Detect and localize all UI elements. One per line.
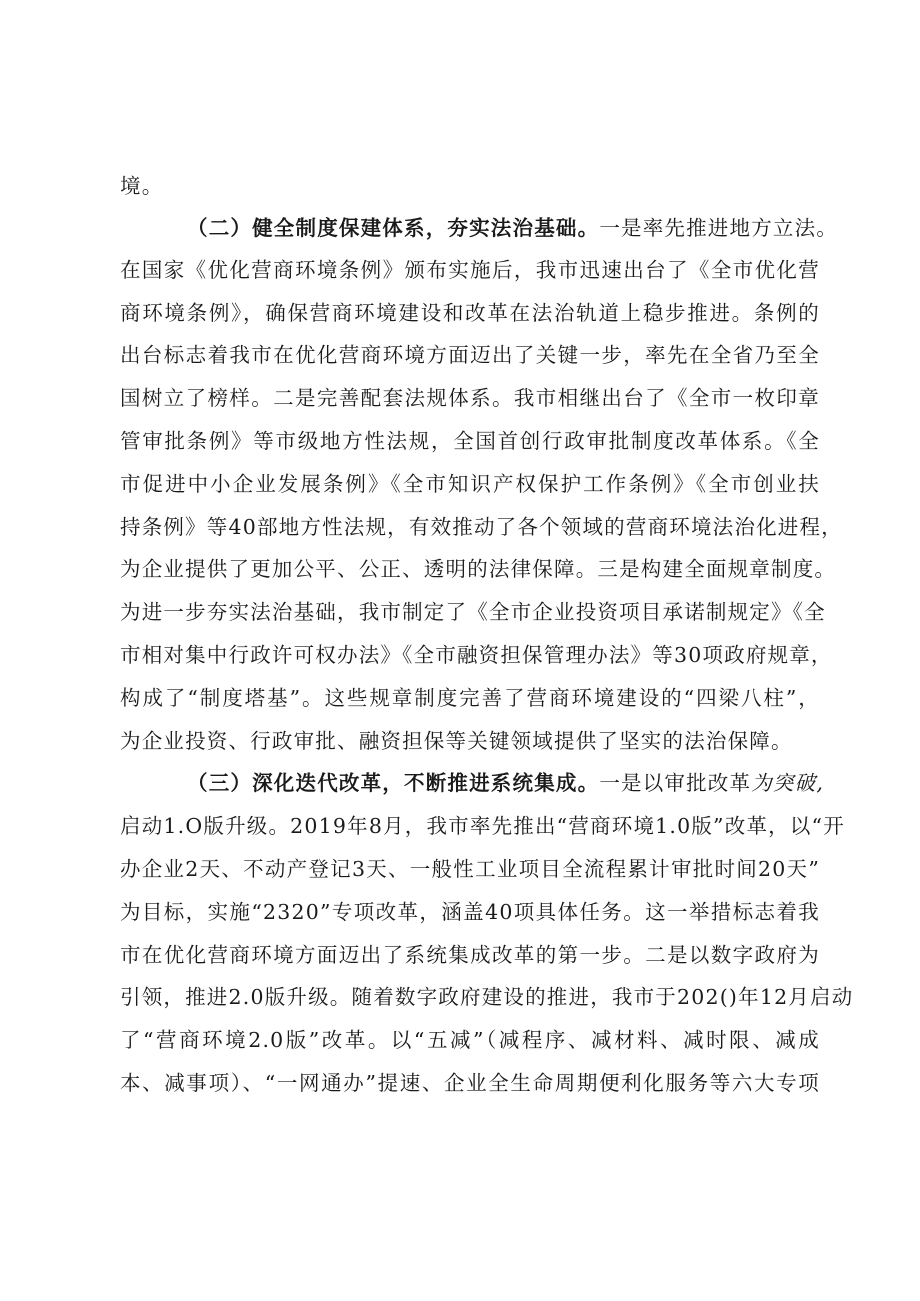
text-line: 为进一步夯实法治基础，我市制定了《全市企业投资项目承诺制规定》《全 <box>120 600 826 624</box>
text-line: 出台标志着我市在优化营商环境方面迈出了关键一步，率先在全省乃至全 <box>120 343 820 367</box>
text-line: 商环境条例》，确保营商环境建设和改革在法治轨道上稳步推进。条例的 <box>120 301 820 325</box>
text-line: 本、减事项）、“一网通办”提速、企业全生命周期便利化服务等六大专项 <box>120 1071 820 1095</box>
section-heading: （三）深化迭代改革，不断推进系统集成。 <box>187 771 600 795</box>
section-heading-line: （二）健全制度保建体系，夯实法治基础。一是率先推进地方立法。 <box>187 216 839 240</box>
text-line: 为目标，实施“2320”专项改革，涵盖40项具体任务。这一举措标志着我 <box>120 900 820 924</box>
text-line: 在国家《优化营商环境条例》颁布实施后，我市迅速出台了《全市优化营 <box>120 258 820 282</box>
section-heading: （二）健全制度保建体系，夯实法治基础。 <box>187 216 600 240</box>
text-line: 国树立了榜样。二是完善配套法规体系。我市相继出台了《全市一枚印章 <box>120 386 820 410</box>
text-line: 境。 <box>120 174 164 198</box>
text-line: 了“营商环境2.0版”改革。以“五减”（减程序、减材料、减时限、减成 <box>120 1028 820 1052</box>
text-line: 为企业投资、行政审批、融资担保等关键领域提供了坚实的法治保障。 <box>120 729 793 753</box>
text-line: 办企业2天、不动产登记3天、一般性工业项目全流程累计审批时间20天” <box>120 857 820 881</box>
text-line: 引领，推进2.0版升级。随着数字政府建设的推进，我市于202()年12月启动 <box>120 985 854 1009</box>
text-line: 持条例》等40部地方性法规，有效推动了各个领域的营商环境法治化进程， <box>120 515 843 539</box>
text-line: 构成了“制度塔基”。这些规章制度完善了营商环境建设的“四梁八柱”， <box>120 686 820 710</box>
section-heading-line: （三）深化迭代改革，不断推进系统集成。一是以审批改革为突破, <box>187 771 825 795</box>
text-line: 管审批条例》等市级地方性法规，全国首创行政审批制度改革体系。《全 <box>120 429 820 453</box>
text-line: 市在优化营商环境方面迈出了系统集成改革的第一步。二是以数字政府为 <box>120 943 820 967</box>
text-line: 市相对集中行政许可权办法》《全市融资担保管理办法》等30项政府规章， <box>120 643 833 667</box>
text-line: 市促进中小企业发展条例》《全市知识产权保护工作条例》《全市创业扶 <box>120 472 820 496</box>
text-line: 启动1.O版升级。2019年8月，我市率先推出“营商环境1.0版”改革，以“开 <box>120 814 845 838</box>
text-line: 为企业提供了更加公平、公正、透明的法律保障。三是构建全面规章制度。 <box>120 557 837 581</box>
